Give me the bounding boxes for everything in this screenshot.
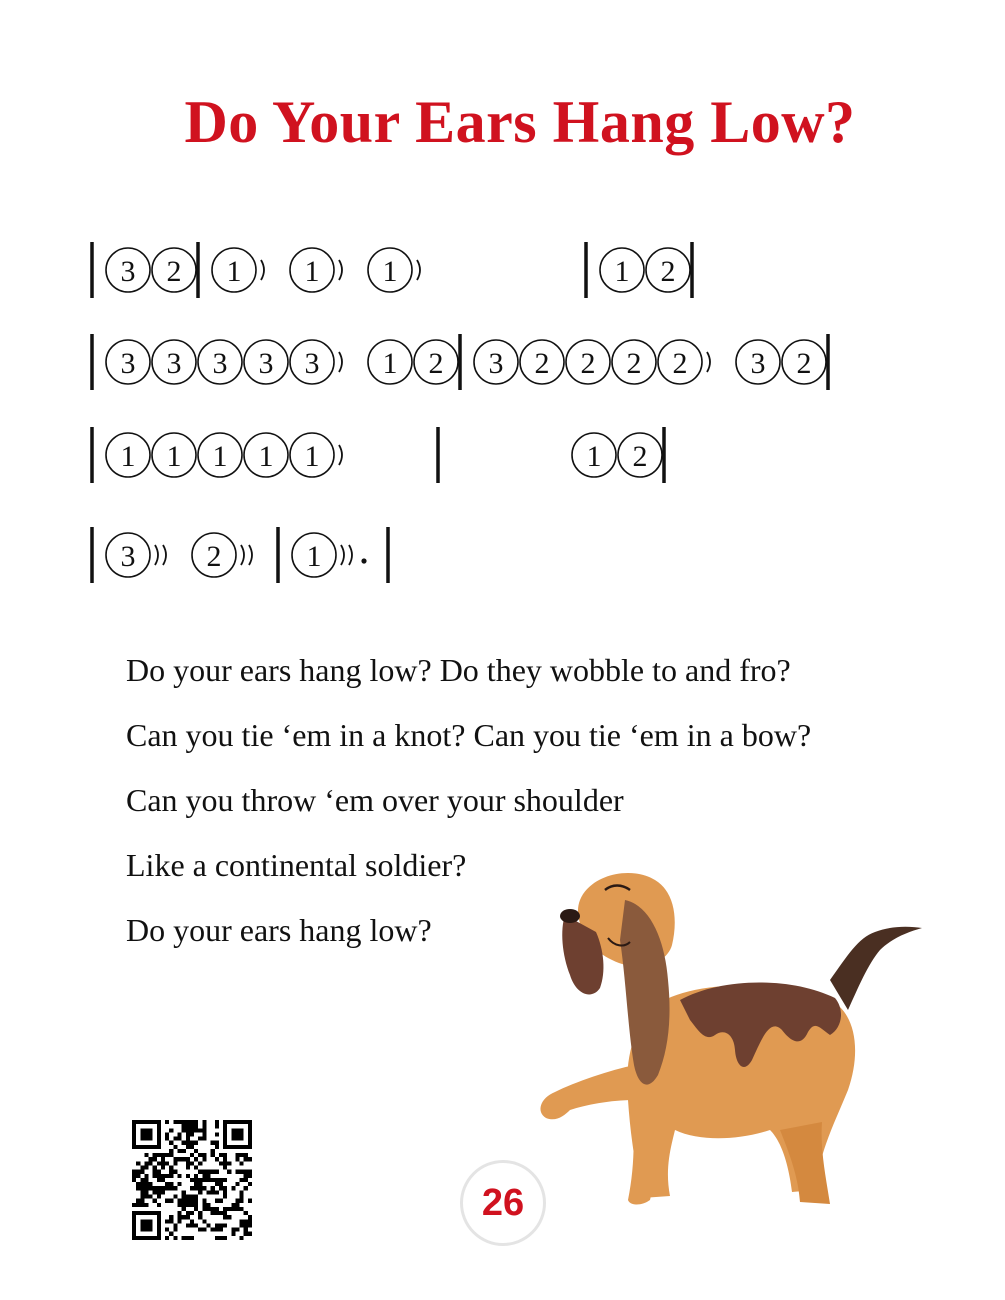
lyric-line-2: Can you tie ‘em in a knot? Can you tie ‘em in a bow? — [126, 717, 812, 753]
hold-mark — [339, 260, 342, 280]
hold-mark — [339, 352, 342, 372]
note-number: 1 — [166, 440, 182, 473]
hold-mark — [707, 352, 710, 372]
note-number: 3 — [120, 540, 136, 573]
page-title: Do Your Ears Hang Low? — [184, 89, 856, 155]
note-number: 1 — [306, 540, 322, 573]
hold-mark — [249, 545, 252, 565]
note-number: 2 — [580, 347, 596, 380]
hold-mark — [261, 260, 264, 280]
lyric-line-3: Can you throw ‘em over your shoulder — [126, 782, 624, 818]
note-number: 1 — [382, 255, 398, 288]
note-number: 3 — [166, 347, 182, 380]
note-number: 2 — [626, 347, 642, 380]
note-number: 3 — [120, 255, 136, 288]
note-number: 3 — [258, 347, 274, 380]
hold-mark — [341, 545, 344, 565]
number-notation-staff — [0, 0, 1005, 600]
note-number: 1 — [304, 440, 320, 473]
hold-mark — [241, 545, 244, 565]
hold-mark — [339, 445, 342, 465]
note-number: 2 — [428, 347, 444, 380]
hold-mark — [163, 545, 166, 565]
note-number: 3 — [120, 347, 136, 380]
lyric-line-1: Do your ears hang low? Do they wobble to and fro? — [126, 652, 791, 688]
note-number: 3 — [212, 347, 228, 380]
note-number: 1 — [614, 255, 630, 288]
hold-mark — [155, 545, 158, 565]
note-number: 1 — [304, 255, 320, 288]
note-number: 1 — [120, 440, 136, 473]
page-number: 26 — [460, 1160, 546, 1246]
note-number: 2 — [206, 540, 222, 573]
note-number: 2 — [166, 255, 182, 288]
note-number: 2 — [672, 347, 688, 380]
note-number: 3 — [304, 347, 320, 380]
note-number: 1 — [226, 255, 242, 288]
basset-hound-icon — [530, 860, 930, 1220]
lyric-line-5: Do your ears hang low? — [126, 912, 432, 948]
note-number: 1 — [382, 347, 398, 380]
hold-mark — [417, 260, 420, 280]
note-number: 1 — [258, 440, 274, 473]
note-number: 2 — [796, 347, 812, 380]
note-number: 3 — [750, 347, 766, 380]
note-number: 3 — [488, 347, 504, 380]
qr-code-icon[interactable] — [132, 1120, 252, 1240]
note-number: 2 — [632, 440, 648, 473]
lyric-line-4: Like a continental soldier? — [126, 847, 467, 883]
dot-mark — [361, 558, 366, 563]
note-number: 1 — [586, 440, 602, 473]
hold-mark — [349, 545, 352, 565]
note-number: 1 — [212, 440, 228, 473]
note-number: 2 — [660, 255, 676, 288]
note-number: 2 — [534, 347, 550, 380]
